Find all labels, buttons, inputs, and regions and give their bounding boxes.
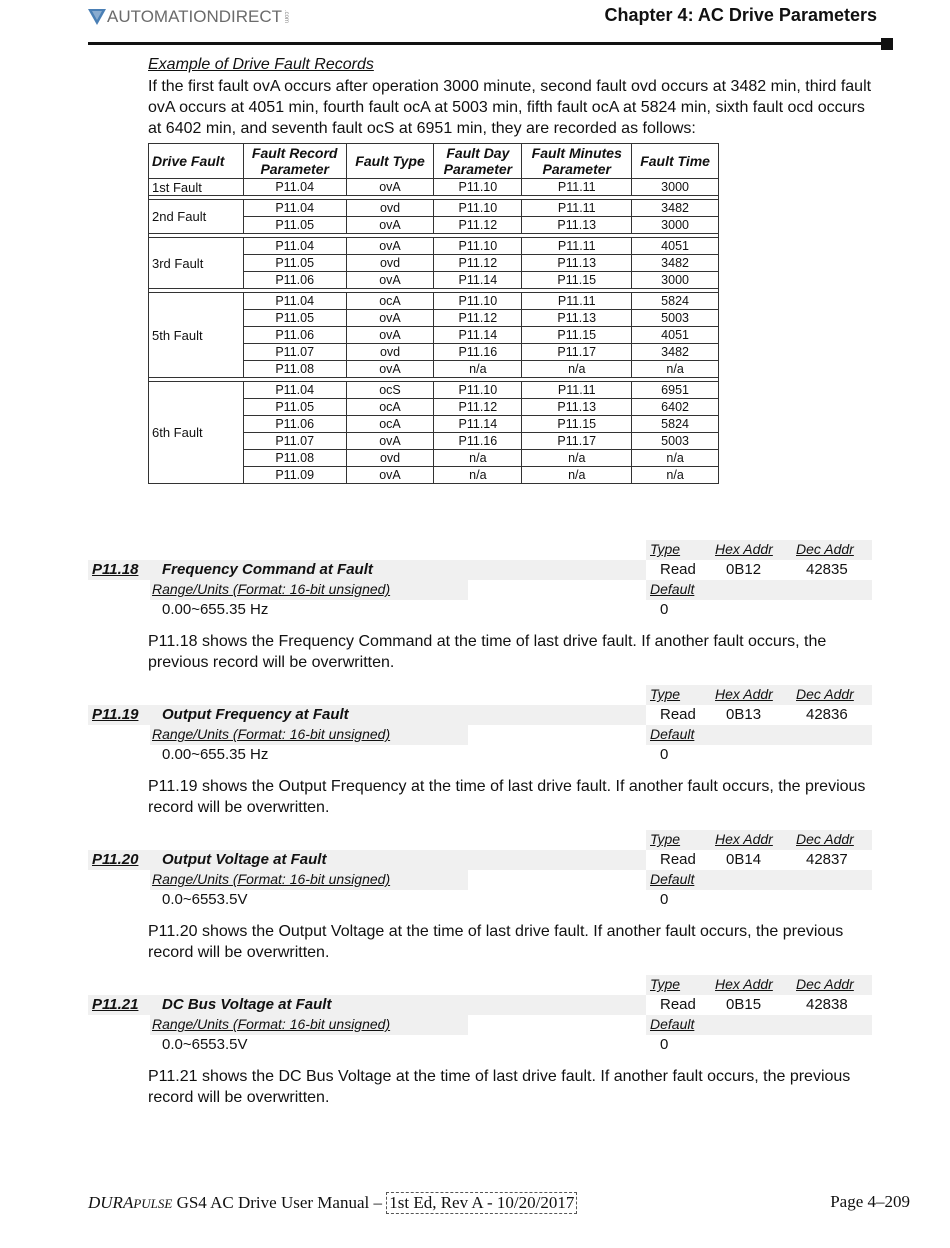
param-dec-addr: 42836 [806,706,848,723]
table-cell: P11.08 [243,361,346,378]
header-rule-end [881,38,893,50]
table-cell: 5003 [632,310,719,327]
range-label-bar [150,580,468,600]
table-cell: P11.05 [243,217,346,234]
table-row [149,293,719,310]
table-cell: P11.06 [243,416,346,433]
table-cell: n/a [434,467,522,484]
param-name-row [88,995,872,1015]
table-row [149,238,719,255]
table-cell: 3000 [632,217,719,234]
table-cell: ovd [346,200,434,217]
default-label: Default [650,726,695,742]
param-name: Output Voltage at Fault [162,851,327,868]
table-row [149,382,719,399]
drive-fault-name: 3rd Fault [149,238,244,289]
param-name: DC Bus Voltage at Fault [162,996,332,1013]
type-label: Type [650,831,681,847]
example-title: Example of Drive Fault Records [148,56,374,73]
table-cell: P11.13 [522,255,632,272]
param-range-value-row [88,745,872,765]
param-id: P11.20 [92,851,139,868]
param-id: P11.19 [92,706,139,723]
table-cell: P11.04 [243,382,346,399]
table-cell: n/a [434,450,522,467]
table-cell: 6402 [632,399,719,416]
default-label-bar [646,870,872,890]
table-cell: P11.10 [434,293,522,310]
param-range: 0.00~655.35 Hz [162,601,269,618]
table-cell: n/a [522,467,632,484]
param-range-value-row [88,600,872,620]
param-label-bar [646,830,872,850]
drive-fault-name: 2nd Fault [149,200,244,234]
param-header-labels [88,540,872,560]
param-label-bar [646,685,872,705]
range-units-label: Range/Units (Format: 16-bit unsigned) [152,581,391,597]
table-cell: 4051 [632,238,719,255]
param-range-value-row [88,890,872,910]
col-fault-record-param: Fault Record Parameter [243,144,346,179]
param-dec-addr: 42835 [806,561,848,578]
table-cell: P11.11 [522,293,632,310]
col-fault-time: Fault Time [632,144,719,179]
edition-label: 1st Ed, Rev A - 10/20/2017 [386,1192,577,1214]
param-hex-addr: 0B12 [726,561,762,578]
table-cell: 3000 [632,272,719,289]
table-cell: P11.07 [243,433,346,450]
logo-suffix: .com [283,10,290,24]
logo-check-icon [88,8,106,26]
table-cell: P11.04 [243,238,346,255]
table-cell: ovA [346,467,434,484]
table-cell: P11.14 [434,327,522,344]
table-cell: 5003 [632,433,719,450]
param-range: 0.0~6553.5V [162,891,248,908]
param-id: P11.18 [92,561,139,578]
param-description: P11.18 shows the Frequency Command at the time of last drive fault. If another fault occurs, the previous record will be overwritten. [148,633,827,671]
table-cell: n/a [632,361,719,378]
type-label: Type [650,976,681,992]
table-row [149,179,719,196]
table-cell: P11.05 [243,310,346,327]
table-cell: P11.06 [243,327,346,344]
table-cell: P11.11 [522,382,632,399]
table-cell: 6951 [632,382,719,399]
table-cell: P11.06 [243,272,346,289]
table-cell: ovA [346,238,434,255]
table-cell: P11.10 [434,200,522,217]
param-values [646,995,872,1015]
drive-fault-name: 5th Fault [149,293,244,378]
parameter-block [88,830,872,963]
header-rule [88,42,883,45]
param-range: 0.0~6553.5V [162,1036,248,1053]
table-cell: n/a [632,450,719,467]
table-cell: P11.13 [522,217,632,234]
hex-addr-label: Hex Addr [715,541,773,557]
param-dec-addr: 42838 [806,996,848,1013]
param-name: Output Frequency at Fault [162,706,349,723]
param-default: 0 [660,601,669,618]
table-cell: ovd [346,344,434,361]
param-type: Read [660,706,696,723]
param-header-labels [88,830,872,850]
default-label-bar [646,1015,872,1035]
table-cell: P11.12 [434,399,522,416]
example-section [148,56,876,484]
dec-addr-label: Dec Addr [796,976,854,992]
param-values [646,560,872,580]
range-label-bar [150,1015,468,1035]
fault-table-body [149,179,719,484]
table-cell: 5824 [632,416,719,433]
table-cell: ocA [346,399,434,416]
param-name: Frequency Command at Fault [162,561,373,578]
table-cell: ocA [346,293,434,310]
default-label: Default [650,581,695,597]
table-cell: ovA [346,327,434,344]
drive-fault-name: 6th Fault [149,382,244,484]
table-cell: P11.17 [522,344,632,361]
table-cell: n/a [434,361,522,378]
automationdirect-logo [88,6,289,28]
param-name-row [88,850,872,870]
table-cell: ovA [346,433,434,450]
param-type: Read [660,996,696,1013]
table-cell: P11.07 [243,344,346,361]
hex-addr-label: Hex Addr [715,831,773,847]
table-cell: ocA [346,416,434,433]
param-header-labels [88,975,872,995]
param-type: Read [660,851,696,868]
table-cell: P11.08 [243,450,346,467]
dec-addr-label: Dec Addr [796,831,854,847]
fault-records-table [148,143,719,484]
default-label-bar [646,725,872,745]
table-cell: n/a [632,467,719,484]
default-label: Default [650,1016,695,1032]
fault-table-header [149,144,719,179]
param-description: P11.19 shows the Output Frequency at the time of last drive fault. If another fault occurs, the previous record will be overwritten. [148,778,866,816]
param-default: 0 [660,1036,669,1053]
table-cell: 3482 [632,255,719,272]
col-fault-type: Fault Type [346,144,434,179]
table-cell: P11.05 [243,399,346,416]
table-cell: ovA [346,272,434,289]
table-cell: P11.12 [434,255,522,272]
table-cell: P11.16 [434,344,522,361]
table-cell: 4051 [632,327,719,344]
table-cell: P11.13 [522,399,632,416]
page-number: Page 4–209 [830,1192,910,1211]
default-label: Default [650,871,695,887]
table-cell: ovA [346,217,434,234]
param-default: 0 [660,746,669,763]
table-cell: 5824 [632,293,719,310]
param-id: P11.21 [92,996,139,1013]
param-values [646,850,872,870]
table-cell: 3482 [632,200,719,217]
table-cell: P11.14 [434,416,522,433]
param-label-bar [646,975,872,995]
range-label-bar [150,725,468,745]
parameter-block [88,540,872,673]
page-header [88,0,893,52]
table-cell: P11.15 [522,272,632,289]
table-cell: P11.04 [243,179,346,196]
table-cell: ocS [346,382,434,399]
table-cell: P11.11 [522,179,632,196]
table-cell: P11.17 [522,433,632,450]
table-cell: P11.11 [522,200,632,217]
param-range-value-row [88,1035,872,1055]
table-cell: n/a [522,450,632,467]
table-cell: ovA [346,179,434,196]
param-range-label-row [88,1015,872,1035]
param-hex-addr: 0B13 [726,706,762,723]
table-row [149,200,719,217]
logo-text: AUTOMATIONDIRECT [107,7,283,26]
range-units-label: Range/Units (Format: 16-bit unsigned) [152,726,391,742]
table-cell: P11.04 [243,200,346,217]
table-cell: P11.04 [243,293,346,310]
parameter-block [88,975,872,1108]
param-description: P11.20 shows the Output Voltage at the time of last drive fault. If another fault occurs, the previous record will be overwritten. [148,923,844,961]
table-cell: ovA [346,310,434,327]
col-fault-day-param: Fault Day Parameter [434,144,522,179]
hex-addr-label: Hex Addr [715,686,773,702]
table-cell: P11.16 [434,433,522,450]
table-cell: P11.14 [434,272,522,289]
table-cell: P11.10 [434,179,522,196]
param-hex-addr: 0B14 [726,851,762,868]
param-range-label-row [88,725,872,745]
table-cell: P11.12 [434,217,522,234]
table-cell: P11.11 [522,238,632,255]
param-values [646,705,872,725]
param-default: 0 [660,891,669,908]
table-cell: ovd [346,450,434,467]
table-cell: n/a [522,361,632,378]
table-cell: P11.12 [434,310,522,327]
chapter-title: Chapter 4: AC Drive Parameters [604,5,877,25]
table-cell: P11.05 [243,255,346,272]
drive-fault-name: 1st Fault [149,179,244,196]
parameter-block [88,685,872,818]
type-label: Type [650,541,681,557]
param-name-row [88,560,872,580]
dec-addr-label: Dec Addr [796,686,854,702]
param-hex-addr: 0B15 [726,996,762,1013]
dec-addr-label: Dec Addr [796,541,854,557]
param-header-labels [88,685,872,705]
table-cell: 3482 [632,344,719,361]
table-cell: ovd [346,255,434,272]
param-type: Read [660,561,696,578]
col-drive-fault: Drive Fault [149,144,244,179]
table-cell: 3000 [632,179,719,196]
table-cell: ovA [346,361,434,378]
param-dec-addr: 42837 [806,851,848,868]
default-label-bar [646,580,872,600]
range-label-bar [150,870,468,890]
table-cell: P11.15 [522,416,632,433]
range-units-label: Range/Units (Format: 16-bit unsigned) [152,871,391,887]
param-description: P11.21 shows the DC Bus Voltage at the time of last drive fault. If another fault occurs, the previous record will be overwritten. [148,1068,851,1106]
type-label: Type [650,686,681,702]
table-cell: P11.09 [243,467,346,484]
page-footer [88,1190,910,1216]
table-cell: P11.13 [522,310,632,327]
table-cell: P11.15 [522,327,632,344]
param-label-bar [646,540,872,560]
table-cell: P11.10 [434,238,522,255]
param-range-label-row [88,580,872,600]
param-range-label-row [88,870,872,890]
hex-addr-label: Hex Addr [715,976,773,992]
param-range: 0.00~655.35 Hz [162,746,269,763]
example-intro: If the first fault ovA occurs after operation 3000 minute, second fault ovd occurs at 3482 min, third fault ovA occurs at 4051 min, fourth fault ocA at 5003 min, fifth fault ocA at 5824 min, sixth fault ocd occurs at 6402 min, and seventh fault ocS at 6951 min, they are recorded as follows: [148,78,872,137]
range-units-label: Range/Units (Format: 16-bit unsigned) [152,1016,391,1032]
col-fault-minutes-param: Fault Minutes Parameter [522,144,632,179]
manual-title: DURAPULSE GS4 AC Drive User Manual – 1st Ed, Rev A - 10/20/2017 [88,1192,577,1214]
param-name-row [88,705,872,725]
table-cell: P11.10 [434,382,522,399]
brand-name: DURAPULSE [88,1193,173,1212]
